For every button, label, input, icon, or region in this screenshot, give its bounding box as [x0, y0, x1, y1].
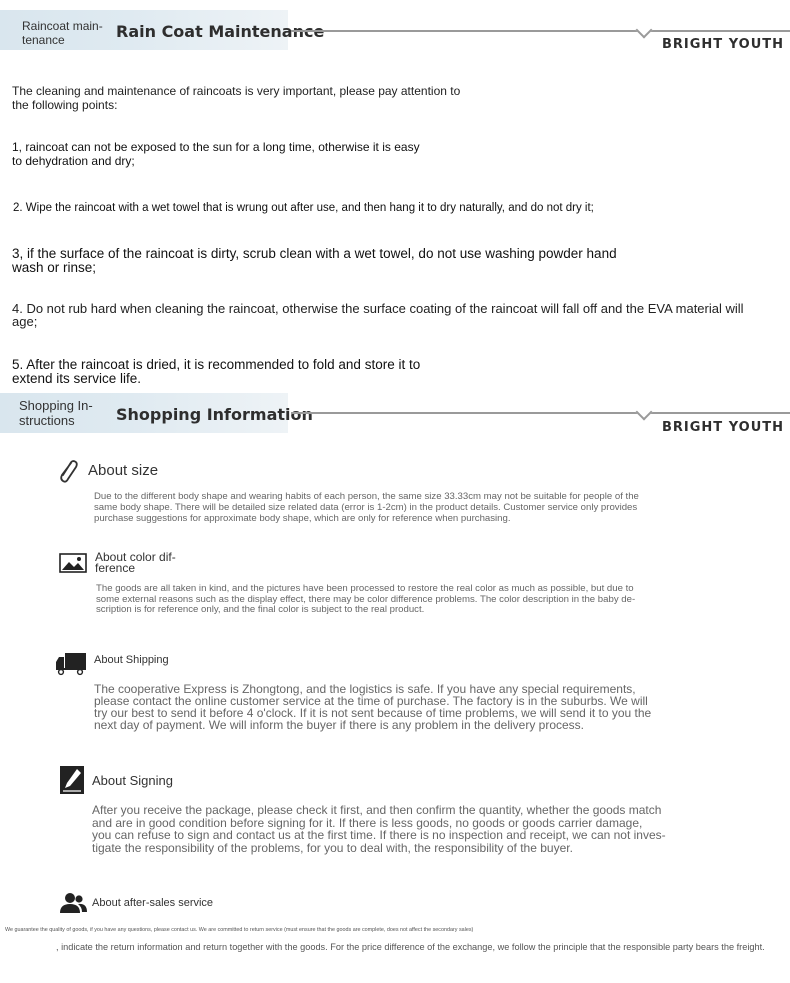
maintenance-point-3-line1: 3, if the surface of the raincoat is dirty, scrub clean with a wet towel, do not use washing powder hand	[12, 246, 617, 261]
maintenance-point-1-line1: 1, raincoat can not be exposed to the sun for a long time, otherwise it is easy	[12, 140, 420, 154]
maintenance-point-5	[12, 358, 420, 386]
maintenance-header-rule	[291, 30, 790, 32]
shopping-header-rule	[291, 412, 790, 414]
image-icon	[59, 553, 87, 578]
signing-body	[92, 804, 666, 854]
maintenance-header-small-line2: tenance	[22, 33, 65, 47]
maintenance-point-3	[12, 247, 617, 275]
maintenance-point-3-line2: wash or rinse;	[12, 260, 97, 275]
maintenance-intro	[12, 84, 460, 112]
maintenance-header-title: Rain Coat Maintenance	[116, 22, 325, 41]
maintenance-point-4-line2: age;	[12, 314, 38, 329]
aftersales-title: About after-sales service	[92, 897, 214, 909]
maintenance-intro-line2: the following points:	[12, 98, 118, 112]
shipping-body	[94, 683, 651, 731]
color-body	[96, 584, 635, 616]
signing-title: About Signing	[92, 773, 173, 788]
shipping-title: About Shipping	[94, 654, 169, 666]
maintenance-brand: BRIGHT YOUTH	[662, 37, 785, 52]
signing-body-line3: you can refuse to sign and contact us at the first time. If there is no inspection and receipt, we can not inves-	[92, 828, 666, 842]
paperclip-icon	[56, 459, 80, 490]
color-title-line1: About color dif-	[95, 550, 176, 564]
maintenance-point-4	[12, 302, 744, 328]
color-title	[95, 552, 176, 574]
shopping-header-title: Shopping Information	[116, 405, 313, 424]
maintenance-header-chevron	[636, 22, 653, 39]
size-body-line3: purchase suggestions for approximate body shape, which are only for reference when purchasing.	[94, 513, 511, 524]
color-body-line1: The goods are all taken in kind, and the pictures have been processed to restore the real color as much as possible, but due to	[96, 583, 634, 594]
size-body-line2: same body shape. There will be detailed size related data (error is 1-2cm) in the product details. Customer service only provides	[94, 502, 638, 513]
size-title: About size	[88, 462, 159, 479]
color-body-line3: scription is for reference only, and the final color is subject to the real product.	[96, 604, 425, 615]
maintenance-point-4-line1: 4. Do not rub hard when cleaning the raincoat, otherwise the surface coating of the raincoat will fall off and the EVA material will	[12, 301, 744, 316]
maintenance-point-5-line1: 5. After the raincoat is dried, it is recommended to fold and store it to	[12, 357, 421, 372]
maintenance-point-2: 2. Wipe the raincoat with a wet towel that is wrung out after use, and then hang it to dry naturally, and do not dry it;	[13, 202, 594, 214]
size-body-line1: Due to the different body shape and wearing habits of each person, the same size 33.33cm may not be suitable for people of the	[94, 491, 639, 502]
maintenance-point-5-line2: extend its service life.	[12, 371, 142, 386]
signing-body-line4: tigate the responsibility of the problems, for you to deal with, the responsibility of the buyer.	[92, 840, 573, 855]
aftersales-tiny-text: We guarantee the quality of goods, if you have any questions, please contact us. We are committed to return service (must ensure that the goods are complete, does not affect the secondary sales)	[5, 927, 474, 933]
maintenance-header-small	[22, 21, 103, 46]
signing-body-line2: and are in good condition before signing for it. If there is less goods, no goods or goods carrier damage,	[92, 815, 643, 830]
shipping-body-line3: try our best to send it before 4 o'clock. If it is not sent because of time problems, we will send it to you the	[94, 706, 652, 720]
pen-document-icon	[59, 765, 85, 800]
shipping-body-line4: next day of payment. We will inform the buyer if there is any problem in the delivery process.	[94, 718, 585, 732]
aftersales-body: , indicate the return information and return together with the goods. For the price difference of the exchange, we follow the principle that the responsible party bears the freight.	[56, 942, 765, 952]
maintenance-point-1-line2: to dehydration and dry;	[12, 154, 135, 168]
signing-body-line1: After you receive the package, please check it first, and then confirm the quantity, whether the goods match	[92, 803, 662, 817]
shopping-header-small-line2: structions	[19, 413, 75, 428]
maintenance-header-small-line1: Raincoat main-	[22, 19, 103, 33]
maintenance-intro-line1: The cleaning and maintenance of raincoats is very important, please pay attention to	[12, 84, 461, 98]
color-body-line2: some external reasons such as the display effect, there may be color difference problems. The color description in the baby de-	[96, 593, 636, 605]
shipping-body-line2: please contact the online customer service at the time of purchase. The factory is in the suburbs. We will	[94, 694, 648, 708]
color-title-line2: ference	[95, 561, 136, 575]
users-icon	[58, 892, 88, 919]
maintenance-point-1	[12, 140, 420, 168]
shopping-brand: BRIGHT YOUTH	[662, 420, 785, 435]
shopping-header-small	[19, 399, 93, 428]
shopping-header-small-line1: Shopping In-	[19, 398, 93, 413]
shipping-body-line1: The cooperative Express is Zhongtong, and the logistics is safe. If you have any special requirements,	[94, 682, 636, 696]
truck-icon	[55, 650, 87, 681]
size-body	[94, 491, 639, 524]
shopping-header-chevron	[636, 404, 653, 421]
